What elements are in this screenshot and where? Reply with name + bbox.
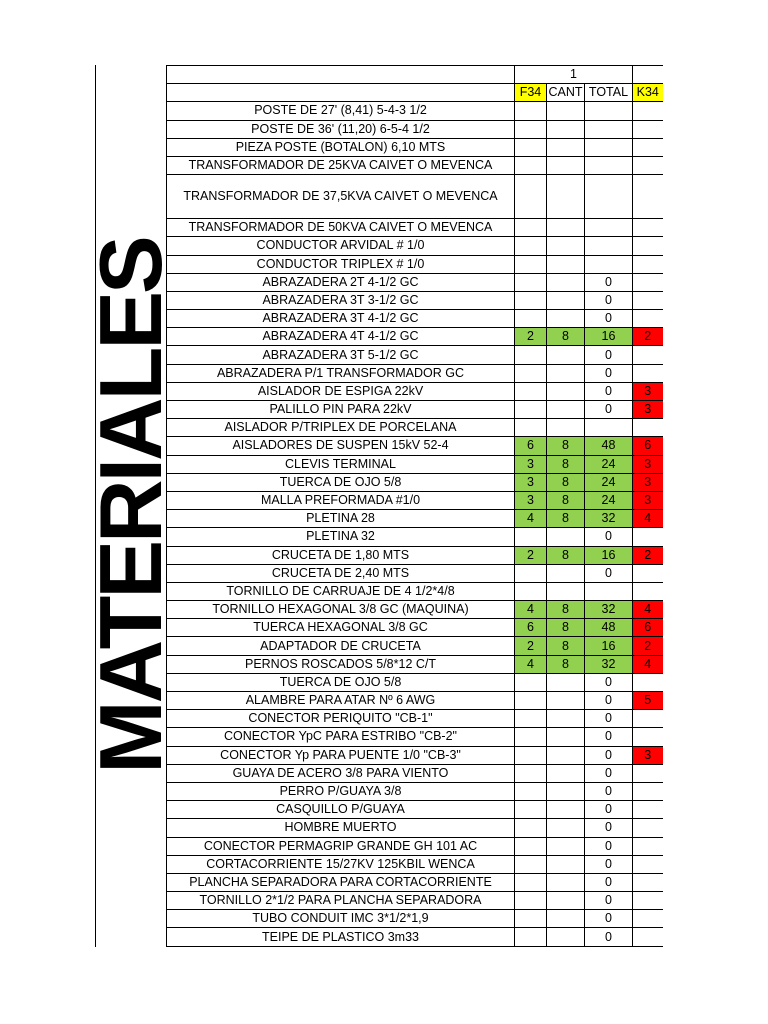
- cant-cell: 8: [547, 619, 585, 637]
- f34-cell: [515, 855, 547, 873]
- k34-cell: 3: [633, 746, 663, 764]
- k34-cell: [633, 928, 663, 946]
- materials-table: [166, 65, 663, 947]
- table-row: [167, 382, 663, 400]
- total-cell: 0: [585, 855, 633, 873]
- material-name-cell: PALILLO PIN PARA 22kV: [167, 401, 515, 419]
- total-cell: 48: [585, 437, 633, 455]
- material-name-cell: PLETINA 28: [167, 510, 515, 528]
- k34-cell: [633, 364, 663, 382]
- total-cell: [585, 419, 633, 437]
- cant-cell: [547, 910, 585, 928]
- cant-cell: [547, 782, 585, 800]
- material-name-cell: ALAMBRE PARA ATAR Nº 6 AWG: [167, 692, 515, 710]
- header-blank-cell: [167, 66, 515, 84]
- cant-cell: [547, 237, 585, 255]
- table-row: [167, 237, 663, 255]
- table-row: [167, 546, 663, 564]
- table-row: [167, 619, 663, 637]
- material-name-cell: TORNILLO 2*1/2 PARA PLANCHA SEPARADORA: [167, 892, 515, 910]
- f34-cell: 6: [515, 437, 547, 455]
- table-row: [167, 138, 663, 156]
- total-cell: 0: [585, 310, 633, 328]
- table-row: [167, 692, 663, 710]
- k34-cell: [633, 138, 663, 156]
- material-name-cell: TUERCA DE OJO 5/8: [167, 673, 515, 691]
- cant-cell: [547, 692, 585, 710]
- f34-cell: 3: [515, 491, 547, 509]
- material-name-cell: TRANSFORMADOR DE 50KVA CAIVET O MEVENCA: [167, 219, 515, 237]
- table-row: [167, 291, 663, 309]
- k34-cell: [633, 728, 663, 746]
- f34-cell: 2: [515, 328, 547, 346]
- material-name-cell: TRANSFORMADOR DE 25KVA CAIVET O MEVENCA: [167, 156, 515, 174]
- k34-cell: [633, 120, 663, 138]
- material-name-cell: CONDUCTOR TRIPLEX # 1/0: [167, 255, 515, 273]
- k34-cell: 3: [633, 491, 663, 509]
- material-name-cell: CRUCETA DE 1,80 MTS: [167, 546, 515, 564]
- material-name-cell: POSTE DE 27' (8,41) 5-4-3 1/2: [167, 102, 515, 120]
- table-row: [167, 156, 663, 174]
- table-row: [167, 819, 663, 837]
- cant-cell: 8: [547, 655, 585, 673]
- f34-cell: [515, 764, 547, 782]
- cant-cell: [547, 728, 585, 746]
- table-row: [167, 746, 663, 764]
- k34-cell: [633, 528, 663, 546]
- f34-cell: 4: [515, 601, 547, 619]
- k34-cell: [633, 255, 663, 273]
- k34-cell: [633, 175, 663, 219]
- material-name-cell: CONECTOR YpC PARA ESTRIBO "CB-2": [167, 728, 515, 746]
- table-row: [167, 364, 663, 382]
- material-name-cell: ABRAZADERA 3T 4-1/2 GC: [167, 310, 515, 328]
- total-cell: 0: [585, 401, 633, 419]
- total-cell: 0: [585, 873, 633, 891]
- total-cell: [585, 255, 633, 273]
- table-row: [167, 655, 663, 673]
- cant-cell: 8: [547, 601, 585, 619]
- k34-cell: [633, 855, 663, 873]
- f34-cell: [515, 401, 547, 419]
- f34-cell: [515, 273, 547, 291]
- k34-cell: [633, 801, 663, 819]
- total-cell: [585, 237, 633, 255]
- total-cell: 16: [585, 328, 633, 346]
- k34-cell: [633, 837, 663, 855]
- table-row: [167, 510, 663, 528]
- total-cell: 0: [585, 892, 633, 910]
- cant-cell: [547, 291, 585, 309]
- cant-cell: [547, 156, 585, 174]
- f34-cell: [515, 102, 547, 120]
- table-row: [167, 728, 663, 746]
- material-name-cell: HOMBRE MUERTO: [167, 819, 515, 837]
- cant-cell: [547, 801, 585, 819]
- f34-cell: [515, 673, 547, 691]
- cant-cell: [547, 892, 585, 910]
- material-name-cell: PLANCHA SEPARADORA PARA CORTACORRIENTE: [167, 873, 515, 891]
- k34-cell: [633, 892, 663, 910]
- material-name-cell: CRUCETA DE 2,40 MTS: [167, 564, 515, 582]
- k34-cell: [633, 764, 663, 782]
- total-cell: 0: [585, 673, 633, 691]
- materials-table-body: [167, 66, 663, 947]
- cant-cell: 8: [547, 455, 585, 473]
- k34-cell: [633, 237, 663, 255]
- material-name-cell: CONECTOR PERMAGRIP GRANDE GH 101 AC: [167, 837, 515, 855]
- materiales-title-text: MATERIALES: [81, 238, 180, 774]
- total-cell: 0: [585, 564, 633, 582]
- f34-cell: [515, 138, 547, 156]
- material-name-cell: CONECTOR Yp PARA PUENTE 1/0 "CB-3": [167, 746, 515, 764]
- material-name-cell: TRANSFORMADOR DE 37,5KVA CAIVET O MEVENCA: [167, 175, 515, 219]
- table-row: [167, 455, 663, 473]
- table-row: [167, 564, 663, 582]
- f34-cell: [515, 156, 547, 174]
- k34-cell: 6: [633, 437, 663, 455]
- cant-cell: 8: [547, 546, 585, 564]
- f34-cell: 2: [515, 637, 547, 655]
- material-name-cell: PIEZA POSTE (BOTALON) 6,10 MTS: [167, 138, 515, 156]
- material-name-cell: CONDUCTOR ARVIDAL # 1/0: [167, 237, 515, 255]
- table-row: [167, 102, 663, 120]
- cant-cell: [547, 255, 585, 273]
- material-name-cell: TUERCA DE OJO 5/8: [167, 473, 515, 491]
- table-row: [167, 473, 663, 491]
- total-cell: 48: [585, 619, 633, 637]
- total-cell: 0: [585, 710, 633, 728]
- k34-cell: [633, 710, 663, 728]
- total-cell: 0: [585, 346, 633, 364]
- f34-cell: [515, 837, 547, 855]
- k34-cell: [633, 346, 663, 364]
- material-name-cell: ABRAZADERA 3T 5-1/2 GC: [167, 346, 515, 364]
- k34-cell: 3: [633, 455, 663, 473]
- cant-cell: [547, 764, 585, 782]
- table-row: [167, 219, 663, 237]
- cant-cell: [547, 175, 585, 219]
- k34-cell: 3: [633, 401, 663, 419]
- material-name-cell: AISLADOR P/TRIPLEX DE PORCELANA: [167, 419, 515, 437]
- table-row: [167, 582, 663, 600]
- table-row: [167, 873, 663, 891]
- f34-cell: [515, 692, 547, 710]
- f34-cell: [515, 528, 547, 546]
- table-row: [167, 928, 663, 946]
- f34-cell: [515, 728, 547, 746]
- material-name-cell: PLETINA 32: [167, 528, 515, 546]
- material-name-cell: TUBO CONDUIT IMC 3*1/2*1,9: [167, 910, 515, 928]
- f34-cell: [515, 255, 547, 273]
- material-name-cell: ABRAZADERA 2T 4-1/2 GC: [167, 273, 515, 291]
- k34-cell: [633, 582, 663, 600]
- cant-cell: [547, 346, 585, 364]
- total-cell: [585, 138, 633, 156]
- k34-cell: [633, 910, 663, 928]
- total-cell: 0: [585, 910, 633, 928]
- cant-cell: [547, 819, 585, 837]
- k34-cell: [633, 156, 663, 174]
- k34-cell: [633, 419, 663, 437]
- cant-cell: [547, 873, 585, 891]
- material-name-cell: ABRAZADERA 3T 3-1/2 GC: [167, 291, 515, 309]
- f34-cell: 6: [515, 619, 547, 637]
- material-name-cell: TUERCA HEXAGONAL 3/8 GC: [167, 619, 515, 637]
- k34-cell: 2: [633, 637, 663, 655]
- k34-cell: 3: [633, 382, 663, 400]
- material-name-cell: CORTACORRIENTE 15/27KV 125KBIL WENCA: [167, 855, 515, 873]
- material-name-cell: PERNOS ROSCADOS 5/8*12 C/T: [167, 655, 515, 673]
- f34-cell: [515, 346, 547, 364]
- cant-cell: 8: [547, 637, 585, 655]
- table-row: [167, 892, 663, 910]
- cant-cell: [547, 419, 585, 437]
- f34-cell: [515, 219, 547, 237]
- total-cell: 0: [585, 382, 633, 400]
- f34-cell: 3: [515, 473, 547, 491]
- total-cell: [585, 219, 633, 237]
- cant-cell: [547, 528, 585, 546]
- material-name-cell: AISLADORES DE SUSPEN 15kV 52-4: [167, 437, 515, 455]
- table-row: [167, 910, 663, 928]
- total-cell: 0: [585, 364, 633, 382]
- table-row: [167, 437, 663, 455]
- k34-cell: [633, 782, 663, 800]
- k34-cell: 4: [633, 601, 663, 619]
- f34-cell: [515, 382, 547, 400]
- cant-cell: [547, 219, 585, 237]
- cant-cell: [547, 401, 585, 419]
- k34-cell: 2: [633, 546, 663, 564]
- material-name-cell: TORNILLO HEXAGONAL 3/8 GC (MAQUINA): [167, 601, 515, 619]
- f34-cell: [515, 310, 547, 328]
- k34-cell: [633, 873, 663, 891]
- cant-cell: [547, 382, 585, 400]
- header-blank-right: [633, 66, 663, 84]
- f34-cell: [515, 873, 547, 891]
- f34-cell: [515, 291, 547, 309]
- table-row: [167, 175, 663, 219]
- total-cell: [585, 156, 633, 174]
- cant-cell: [547, 120, 585, 138]
- f34-cell: [515, 582, 547, 600]
- material-name-cell: ABRAZADERA P/1 TRANSFORMADOR GC: [167, 364, 515, 382]
- total-cell: 32: [585, 655, 633, 673]
- material-name-cell: GUAYA DE ACERO 3/8 PARA VIENTO: [167, 764, 515, 782]
- total-cell: 0: [585, 837, 633, 855]
- header-cant: CANT: [547, 84, 585, 102]
- table-row: [167, 310, 663, 328]
- table-row: [167, 120, 663, 138]
- f34-cell: [515, 419, 547, 437]
- cant-cell: [547, 273, 585, 291]
- total-cell: 32: [585, 601, 633, 619]
- k34-cell: 2: [633, 328, 663, 346]
- material-name-cell: AISLADOR DE ESPIGA 22kV: [167, 382, 515, 400]
- table-row: [167, 837, 663, 855]
- total-cell: 0: [585, 819, 633, 837]
- f34-cell: [515, 782, 547, 800]
- header-total: TOTAL: [585, 84, 633, 102]
- header-columns-row: [167, 84, 663, 102]
- total-cell: 16: [585, 546, 633, 564]
- f34-cell: [515, 746, 547, 764]
- cant-cell: [547, 746, 585, 764]
- total-cell: [585, 120, 633, 138]
- header-blank-cell: [167, 84, 515, 102]
- cant-cell: [547, 564, 585, 582]
- total-cell: 0: [585, 746, 633, 764]
- header-k34: K34: [633, 84, 663, 102]
- table-row: [167, 419, 663, 437]
- total-cell: 0: [585, 273, 633, 291]
- k34-cell: [633, 273, 663, 291]
- f34-cell: [515, 364, 547, 382]
- cant-cell: [547, 102, 585, 120]
- material-name-cell: ABRAZADERA 4T 4-1/2 GC: [167, 328, 515, 346]
- total-cell: 0: [585, 291, 633, 309]
- cant-cell: 8: [547, 437, 585, 455]
- material-name-cell: CLEVIS TERMINAL: [167, 455, 515, 473]
- table-row: [167, 782, 663, 800]
- table-row: [167, 528, 663, 546]
- f34-cell: [515, 710, 547, 728]
- cant-cell: [547, 710, 585, 728]
- total-cell: 24: [585, 491, 633, 509]
- k34-cell: [633, 291, 663, 309]
- material-name-cell: TORNILLO DE CARRUAJE DE 4 1/2*4/8: [167, 582, 515, 600]
- header-f34: F34: [515, 84, 547, 102]
- total-cell: 0: [585, 728, 633, 746]
- table-row: [167, 273, 663, 291]
- total-cell: [585, 582, 633, 600]
- total-cell: [585, 102, 633, 120]
- cant-cell: [547, 837, 585, 855]
- k34-cell: [633, 102, 663, 120]
- k34-cell: [633, 564, 663, 582]
- table-row: [167, 764, 663, 782]
- f34-cell: 4: [515, 655, 547, 673]
- material-name-cell: POSTE DE 36' (11,20) 6-5-4 1/2: [167, 120, 515, 138]
- table-row: [167, 255, 663, 273]
- f34-cell: [515, 175, 547, 219]
- cant-cell: [547, 928, 585, 946]
- cant-cell: 8: [547, 491, 585, 509]
- header-group-row: [167, 66, 663, 84]
- f34-cell: [515, 892, 547, 910]
- k34-cell: [633, 819, 663, 837]
- table-row: [167, 710, 663, 728]
- table-row: [167, 346, 663, 364]
- total-cell: 0: [585, 801, 633, 819]
- total-cell: 16: [585, 637, 633, 655]
- cant-cell: [547, 138, 585, 156]
- table-row: [167, 855, 663, 873]
- table-row: [167, 673, 663, 691]
- cant-cell: 8: [547, 328, 585, 346]
- table-row: [167, 328, 663, 346]
- table-row: [167, 601, 663, 619]
- f34-cell: [515, 819, 547, 837]
- total-cell: 32: [585, 510, 633, 528]
- material-name-cell: MALLA PREFORMADA #1/0: [167, 491, 515, 509]
- total-cell: 0: [585, 928, 633, 946]
- k34-cell: 3: [633, 473, 663, 491]
- f34-cell: [515, 910, 547, 928]
- table-row: [167, 801, 663, 819]
- f34-cell: 2: [515, 546, 547, 564]
- materiales-title: [81, 65, 180, 947]
- material-name-cell: ADAPTADOR DE CRUCETA: [167, 637, 515, 655]
- material-name-cell: CONECTOR PERIQUITO "CB-1": [167, 710, 515, 728]
- material-name-cell: CASQUILLO P/GUAYA: [167, 801, 515, 819]
- f34-cell: 4: [515, 510, 547, 528]
- f34-cell: [515, 237, 547, 255]
- f34-cell: [515, 801, 547, 819]
- total-cell: 24: [585, 455, 633, 473]
- table-row: [167, 637, 663, 655]
- k34-cell: 6: [633, 619, 663, 637]
- header-group-label: 1: [515, 66, 633, 84]
- cant-cell: [547, 364, 585, 382]
- f34-cell: [515, 564, 547, 582]
- f34-cell: 3: [515, 455, 547, 473]
- cant-cell: [547, 673, 585, 691]
- total-cell: 24: [585, 473, 633, 491]
- material-name-cell: PERRO P/GUAYA 3/8: [167, 782, 515, 800]
- f34-cell: [515, 928, 547, 946]
- k34-cell: [633, 673, 663, 691]
- k34-cell: [633, 310, 663, 328]
- k34-cell: 5: [633, 692, 663, 710]
- table-row: [167, 491, 663, 509]
- material-name-cell: TEIPE DE PLASTICO 3m33: [167, 928, 515, 946]
- table-row: [167, 401, 663, 419]
- cant-cell: [547, 855, 585, 873]
- k34-cell: 4: [633, 655, 663, 673]
- total-cell: 0: [585, 782, 633, 800]
- cant-cell: 8: [547, 473, 585, 491]
- total-cell: 0: [585, 528, 633, 546]
- total-cell: 0: [585, 692, 633, 710]
- total-cell: 0: [585, 764, 633, 782]
- cant-cell: 8: [547, 510, 585, 528]
- f34-cell: [515, 120, 547, 138]
- cant-cell: [547, 582, 585, 600]
- total-cell: [585, 175, 633, 219]
- k34-cell: [633, 219, 663, 237]
- k34-cell: 4: [633, 510, 663, 528]
- cant-cell: [547, 310, 585, 328]
